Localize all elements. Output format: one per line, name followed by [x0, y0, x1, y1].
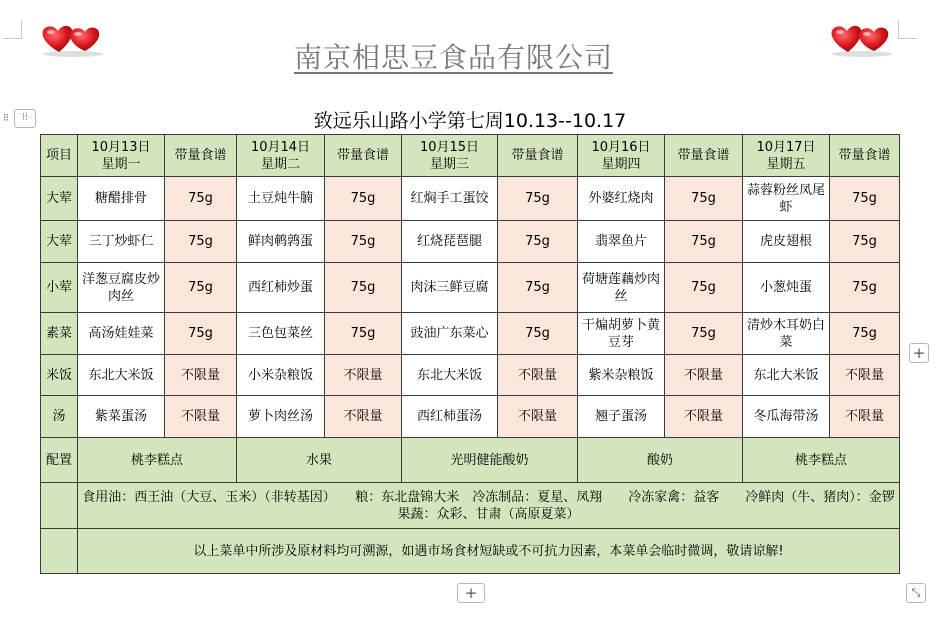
item-header: 项目 [41, 135, 78, 177]
portion-cell: 75g [665, 177, 743, 221]
portion-cell: 75g [325, 221, 402, 263]
portion-cell: 75g [498, 221, 578, 263]
dish-cell: 清炒木耳奶白菜 [743, 313, 830, 355]
dish-cell: 小米杂粮饭 [237, 355, 325, 396]
table-resize-handle[interactable] [906, 583, 926, 603]
resize-icon: ⤡ [911, 586, 921, 599]
portion-cell: 75g [165, 263, 237, 313]
portion-header: 带量食谱 [830, 135, 900, 177]
portion-cell: 不限量 [830, 355, 900, 396]
dish-cell: 小葱炖蛋 [743, 263, 830, 313]
dish-cell: 翡翠鱼片 [578, 221, 665, 263]
portion-header: 带量食谱 [325, 135, 402, 177]
table-row [41, 313, 900, 355]
category-cell: 大荤 [41, 221, 78, 263]
extras-item: 桃李糕点 [78, 438, 237, 483]
dish-cell: 土豆炖牛腩 [237, 177, 325, 221]
dish-cell: 东北大米饭 [78, 355, 165, 396]
category-cell: 配置 [41, 438, 78, 483]
dish-cell: 高汤娃娃菜 [78, 313, 165, 355]
portion-cell: 不限量 [165, 396, 237, 438]
dish-cell: 糖醋排骨 [78, 177, 165, 221]
dish-cell: 外婆红烧肉 [578, 177, 665, 221]
portion-cell: 不限量 [325, 355, 402, 396]
portion-cell: 不限量 [498, 355, 578, 396]
portion-cell: 75g [665, 221, 743, 263]
blank-cell [41, 483, 78, 529]
day-header: 10月16日 星期四 [578, 135, 665, 177]
dish-cell: 肉沫三鲜豆腐 [402, 263, 498, 313]
dish-cell: 东北大米饭 [743, 355, 830, 396]
portion-cell: 75g [498, 313, 578, 355]
portion-cell: 不限量 [165, 355, 237, 396]
portion-cell: 不限量 [665, 396, 743, 438]
portion-cell: 75g [165, 221, 237, 263]
day-header: 10月14日 星期二 [237, 135, 325, 177]
portion-cell: 75g [325, 313, 402, 355]
move-handle-icon: ⁝⁝ [14, 109, 36, 128]
portion-cell: 不限量 [498, 396, 578, 438]
day-header: 10月17日 星期五 [743, 135, 830, 177]
portion-header: 带量食谱 [498, 135, 578, 177]
dish-cell: 萝卜肉丝汤 [237, 396, 325, 438]
extras-row [41, 438, 900, 483]
portion-cell: 75g [165, 177, 237, 221]
dish-cell: 干煸胡萝卜黄豆芽 [578, 313, 665, 355]
supplier-row [41, 483, 900, 529]
portion-cell: 75g [665, 313, 743, 355]
category-cell: 小荤 [41, 263, 78, 313]
menu-table [40, 134, 934, 574]
category-cell: 大荤 [41, 177, 78, 221]
portion-cell: 不限量 [325, 396, 402, 438]
dish-cell: 紫米杂粮饭 [578, 355, 665, 396]
dish-cell: 西红柿炒蛋 [237, 263, 325, 313]
dish-cell: 虎皮翅根 [743, 221, 830, 263]
portion-cell: 75g [830, 177, 900, 221]
portion-header: 带量食谱 [165, 135, 237, 177]
portion-cell: 75g [830, 221, 900, 263]
portion-cell: 75g [830, 263, 900, 313]
extras-item: 桃李糕点 [743, 438, 900, 483]
plus-icon: + [912, 344, 926, 362]
add-column-button[interactable] [909, 343, 929, 363]
dish-cell: 冬瓜海带汤 [743, 396, 830, 438]
dish-cell: 豉油广东菜心 [402, 313, 498, 355]
day-header: 10月15日 星期三 [402, 135, 498, 177]
dish-cell: 红焖手工蛋饺 [402, 177, 498, 221]
dish-cell: 鲜肉鹌鹑蛋 [237, 221, 325, 263]
dish-cell: 蒜蓉粉丝凤尾虾 [743, 177, 830, 221]
portion-cell: 不限量 [665, 355, 743, 396]
supplier-note: 食用油：西王油（大豆、玉米）（非转基因） 粮：东北盘锦大米 冷冻制品：夏星、凤翔 冷冻家禽：益客 冷鲜肉（牛、猪肉）：金锣 果蔬：众彩、甘肃（高原夏菜） [78, 483, 900, 529]
dish-cell: 翘子蛋汤 [578, 396, 665, 438]
dish-cell: 西红柿蛋汤 [402, 396, 498, 438]
portion-cell: 75g [830, 313, 900, 355]
portion-cell: 不限量 [830, 396, 900, 438]
drag-dots-icon: ⁝⁝ [3, 111, 8, 124]
plus-icon: + [464, 584, 478, 602]
dish-cell: 紫菜蛋汤 [78, 396, 165, 438]
portion-header: 带量食谱 [665, 135, 743, 177]
menu-subtitle: 致远乐山路小学第七周10.13--10.17 [313, 110, 627, 132]
portion-cell: 75g [325, 263, 402, 313]
portion-cell: 75g [498, 177, 578, 221]
portion-cell: 75g [325, 177, 402, 221]
table-row [41, 221, 900, 263]
dish-cell: 三色包菜丝 [237, 313, 325, 355]
table-row [41, 177, 900, 221]
add-row-button[interactable] [457, 583, 485, 603]
blank-cell [41, 529, 78, 574]
portion-cell: 75g [665, 263, 743, 313]
portion-cell: 75g [165, 313, 237, 355]
category-cell: 素菜 [41, 313, 78, 355]
table-row [41, 263, 900, 313]
dish-cell: 三丁炒虾仁 [78, 221, 165, 263]
table-row [41, 355, 900, 396]
extras-item: 酸奶 [578, 438, 743, 483]
header-row [41, 135, 900, 177]
notice-row [41, 529, 900, 574]
dish-cell: 东北大米饭 [402, 355, 498, 396]
extras-item: 光明健能酸奶 [402, 438, 578, 483]
dish-cell: 洋葱豆腐皮炒肉丝 [78, 263, 165, 313]
company-title: 南京相思豆食品有限公司 [293, 41, 613, 74]
table-move-handle[interactable] [3, 109, 33, 127]
dish-cell: 荷塘莲藕炒肉丝 [578, 263, 665, 313]
category-cell: 汤 [41, 396, 78, 438]
table-row [41, 396, 900, 438]
portion-cell: 75g [498, 263, 578, 313]
day-header: 10月13日 星期一 [78, 135, 165, 177]
notice-text: 以上菜单中所涉及原材料均可溯源，如遇市场食材短缺或不可抗力因素，本菜单会临时微调，敬请谅解! [78, 529, 900, 574]
extras-item: 水果 [237, 438, 402, 483]
dish-cell: 红烧琵琶腿 [402, 221, 498, 263]
category-cell: 米饭 [41, 355, 78, 396]
